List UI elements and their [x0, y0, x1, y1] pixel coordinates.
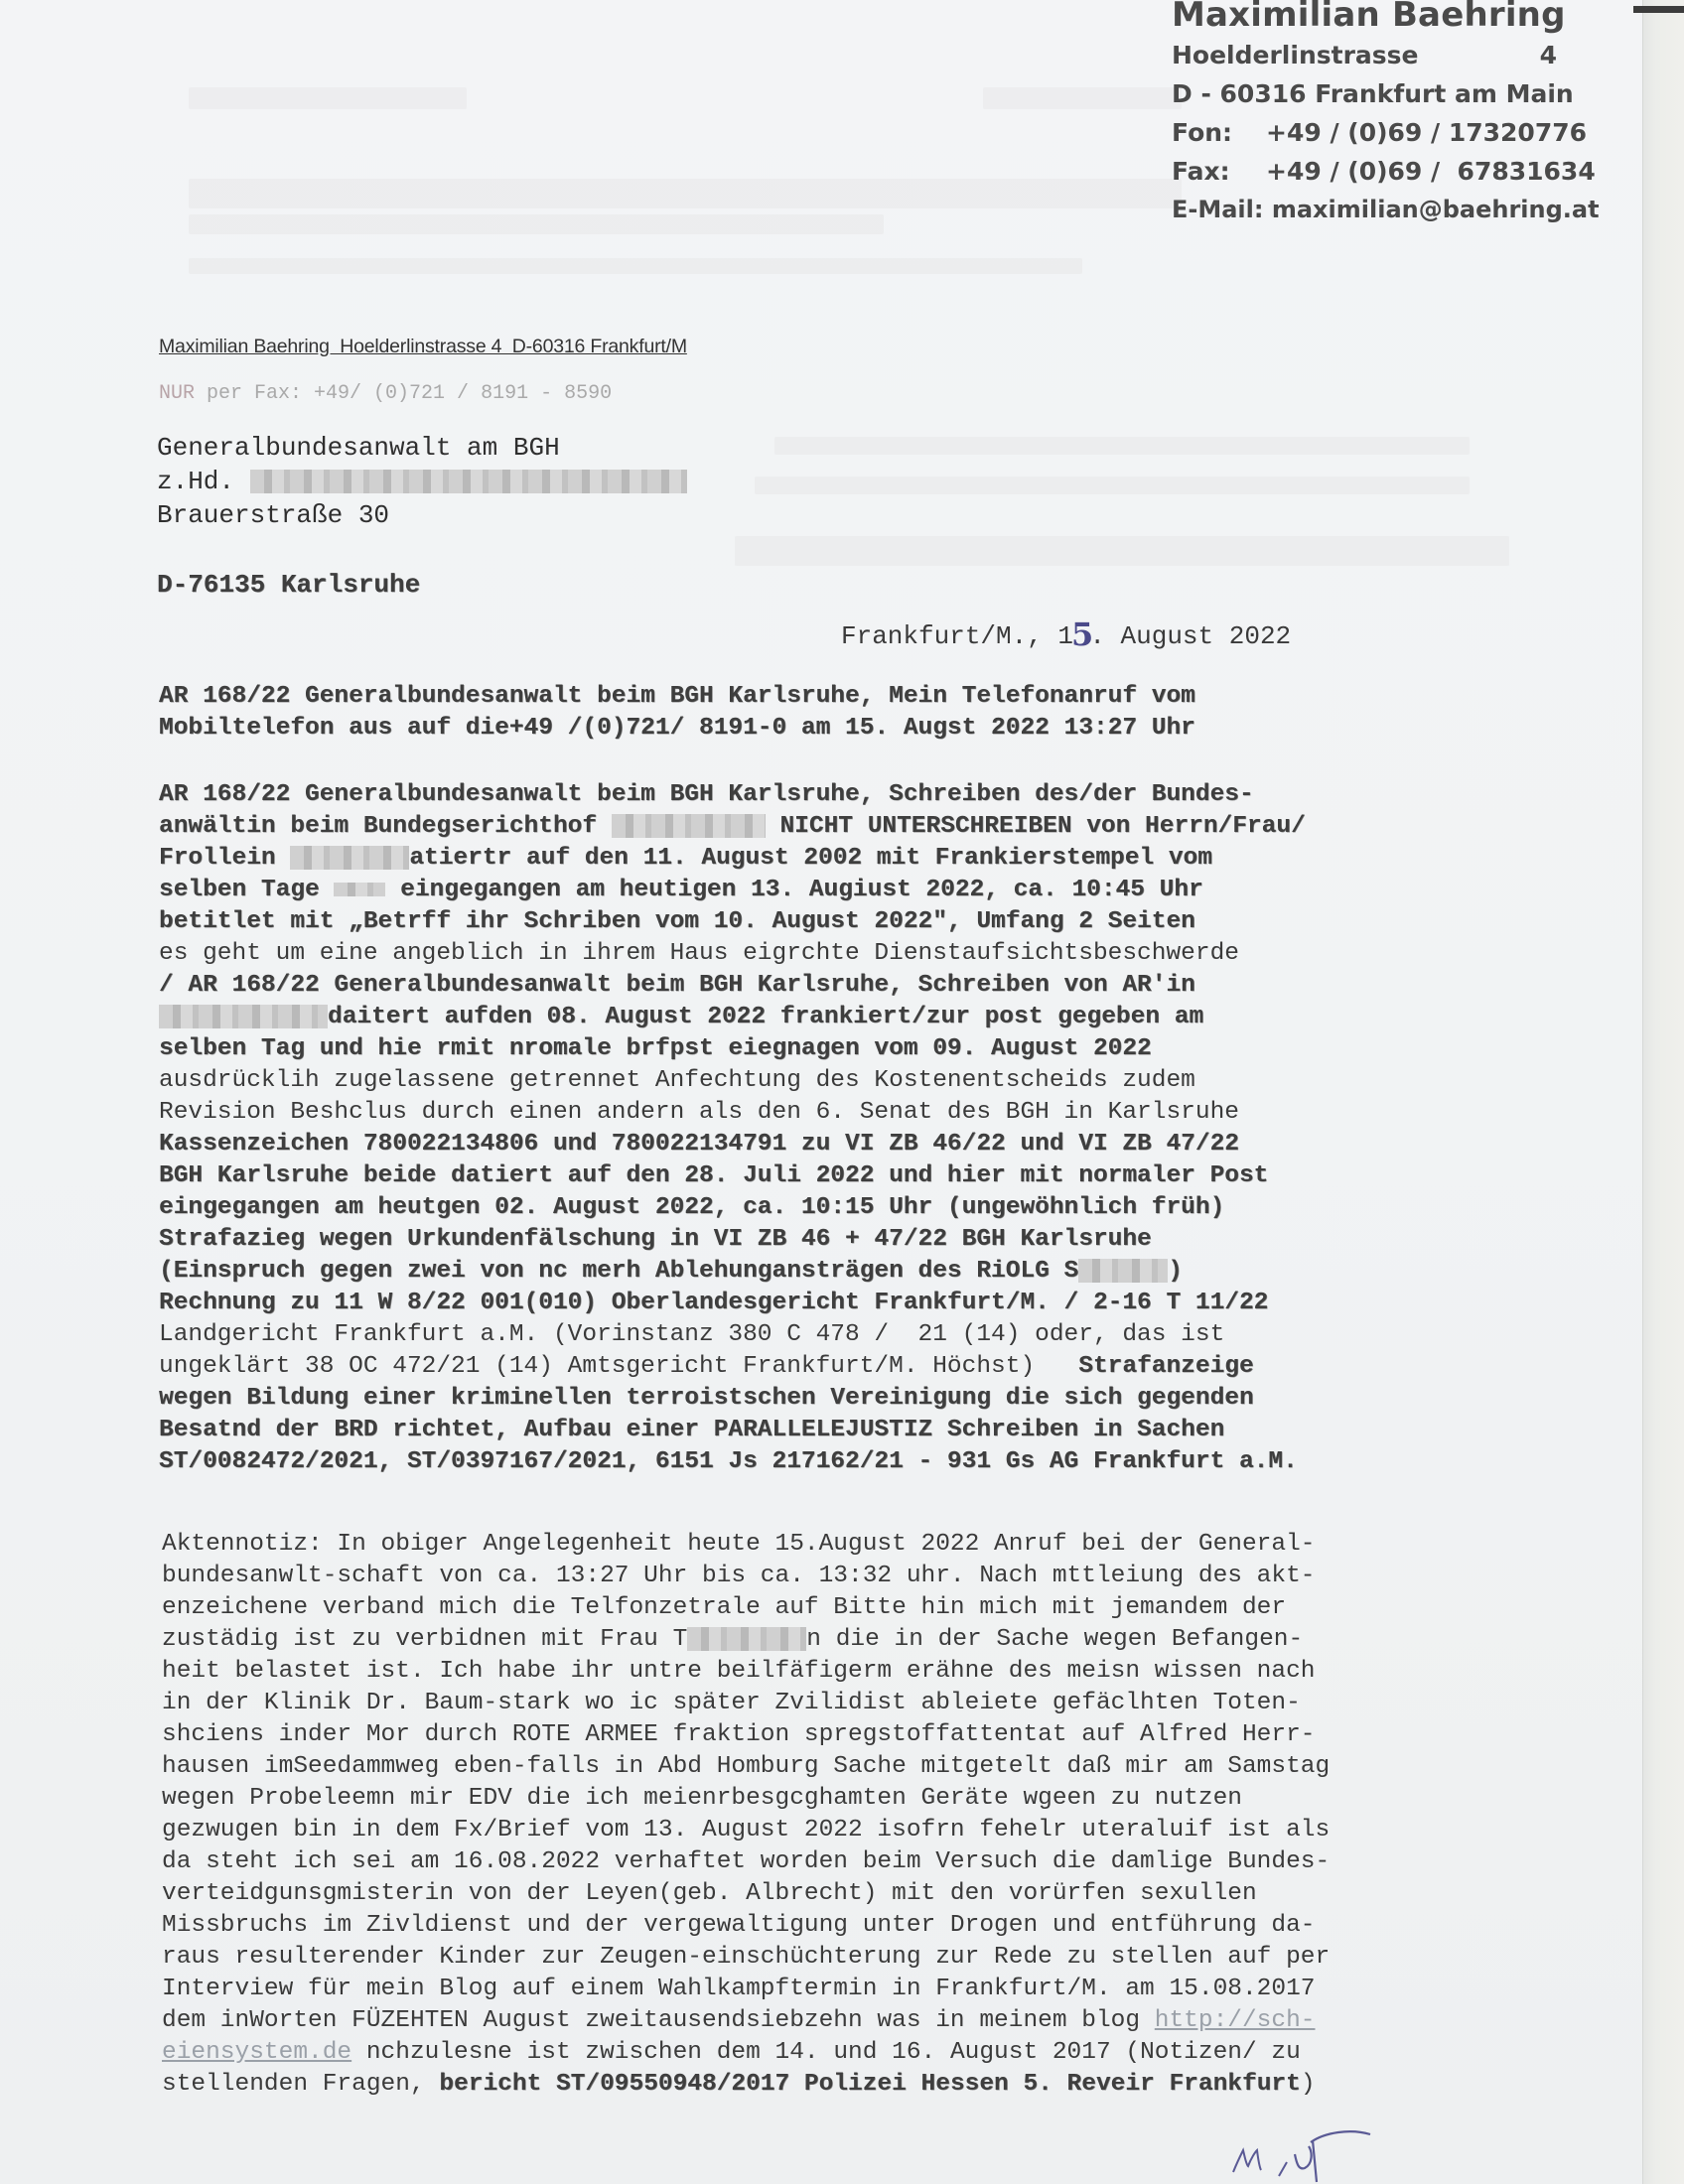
- show-through: [189, 87, 467, 109]
- letterhead-fax: [1172, 152, 1600, 191]
- show-through: [983, 87, 1182, 109]
- text-span: ungeklärt 38 OC 472/21 (14) Amtsgericht Frankfurt/M. Höchst): [159, 1353, 1036, 1380]
- text-span: zustädig ist zu verbidnen mit Frau T: [162, 1626, 688, 1653]
- subject-line: es geht um eine angeblich in ihrem Haus eigrchte Dienstaufsichtsbeschwerde: [159, 940, 1239, 967]
- show-through: [755, 477, 1470, 494]
- fax-notice: [159, 382, 612, 405]
- letterhead-name: Maximilian Baehring: [1172, 0, 1566, 35]
- subject-line: Landgericht Frankfurt a.M. (Vorinstanz 380 C 478 / 21 (14) oder, das ist: [159, 1321, 1225, 1348]
- subject-line: ST/0082472/2021, ST/0397167/2021, 6151 Js 217162/21 - 931 Gs AG Frankfurt a.M.: [159, 1448, 1298, 1475]
- handwritten-digit: 5: [1071, 615, 1094, 653]
- letterhead-city: D - 60316 Frankfurt am Main: [1172, 79, 1574, 108]
- text-span: NICHT UNTERSCHREIBEN von Herrn/Frau/: [765, 813, 1306, 840]
- note-line: gezwugen bin in dem Fx/Brief vom 13. August 2022 isofrn fehelr uteraluif ist als: [162, 1817, 1331, 1843]
- redacted-name: [687, 1627, 806, 1651]
- fax-notice-prefix: NUR: [159, 382, 196, 405]
- page-edge-shadow: [1633, 6, 1684, 13]
- subject-line: Kassenzeichen 780022134806 und 780022134791 zu VI ZB 46/22 und VI ZB 47/22: [159, 1131, 1239, 1158]
- subject-line: [159, 1256, 1489, 1288]
- subject-line: selben Tag und hie rmit nromale brfpst eiegnagen vom 09. August 2022: [159, 1035, 1152, 1062]
- subject-line: BGH Karlsruhe beide datiert auf den 28. Juli 2022 und hier mit normaler Post: [159, 1162, 1269, 1189]
- redacted-name: [250, 470, 687, 493]
- page-edge: [1642, 0, 1684, 2184]
- fax-number: +49 / (0)69 / 67831634: [1266, 157, 1596, 186]
- text-span: nchzulesne ist zwischen dem 14. und 16. August 2017 (Notizen/ zu: [351, 2039, 1301, 2066]
- redacted-name: [290, 846, 409, 870]
- house-number: 4: [1539, 41, 1557, 69]
- note-line: hausen imSeedammweg eben-falls in Abd Homburg Sache mitgetelt daß mir am Samstag: [162, 1753, 1331, 1780]
- subject-block-1: [159, 681, 1489, 745]
- letterhead-street: [1172, 36, 1557, 74]
- subject-line: ausdrücklih zugelassene getrennet Anfechtung des Kostenentscheids zudem: [159, 1067, 1195, 1094]
- text-span: eingegangen am heutigen 13. Augiust 2022, ca. 10:45 Uhr: [385, 877, 1203, 903]
- subject-line: / AR 168/22 Generalbundesanwalt beim BGH Karlsruhe, Schreiben von AR'in: [159, 972, 1195, 999]
- subject-line: [159, 1002, 1489, 1033]
- subject-line: eingegangen am heutgen 02. August 2022, ca. 10:15 Uhr (ungewöhnlich früh): [159, 1194, 1225, 1221]
- note-line: verteidgunsgmisterin von der Leyen(geb. Albrecht) mit den vorürfen sexullen: [162, 1880, 1257, 1907]
- note-line: heit belastet ist. Ich habe ihr untre beilfäfigerm erähne des meisn wissen nach: [162, 1658, 1316, 1685]
- subject-line: Rechnung zu 11 W 8/22 001(010) Oberlandesgericht Frankfurt/M. / 2-16 T 11/22: [159, 1290, 1269, 1316]
- note-line: Interview für mein Blog auf einem Wahlkampftermin in Frankfurt/M. am 15.08.2017: [162, 1976, 1316, 2002]
- note-line: shciens inder Mor durch ROTE ARMEE fraktion spregstoffattentat auf Alfred Herr-: [162, 1721, 1316, 1748]
- recipient-line-3: Brauerstraße 30: [157, 500, 390, 530]
- subject-line: [159, 843, 1489, 875]
- text-span: Frollein: [159, 845, 291, 872]
- subject-line: AR 168/22 Generalbundesanwalt beim BGH Karlsruhe, Mein Telefonanruf vom: [159, 683, 1195, 710]
- text-span: n die in der Sache wegen Befangen-: [806, 1626, 1304, 1653]
- letterhead: [1172, 0, 1600, 229]
- redacted-name: [1078, 1259, 1168, 1283]
- note-line: [162, 1624, 1492, 1656]
- text-span: (Einspruch gegen zwei von nc merh Ablehungansträgen des RiOLG S: [159, 1258, 1079, 1285]
- return-address-line: Maximilian Baehring Hoelderlinstrasse 4 D-60316 Frankfurt/M: [159, 336, 687, 357]
- text-span: dem inWorten FÜZEHTEN August zweitausendsiebzehn was in meinem blog: [162, 2007, 1155, 2034]
- signature-stroke-b: [1295, 2131, 1370, 2182]
- letter-date: [841, 614, 1291, 651]
- letterhead-email: [1172, 191, 1600, 229]
- subject-line: [159, 811, 1489, 843]
- text-span: ): [1300, 2071, 1316, 2098]
- handwritten-signature: [1221, 2115, 1420, 2184]
- text-span: ): [1168, 1258, 1183, 1285]
- text-span: daitert aufden 08. August 2022 frankiert/zur post gegeben am: [328, 1004, 1204, 1030]
- note-line: Aktennotiz: In obiger Angelegenheit heute 15.August 2022 Anruf bei der General-: [162, 1531, 1316, 1558]
- subject-line: AR 168/22 Generalbundesanwalt beim BGH Karlsruhe, Schreiben des/der Bundes-: [159, 781, 1254, 808]
- note-line: [162, 2037, 1492, 2069]
- text-span: atiertr auf den 11. August 2002 mit Frankierstempel vom: [409, 845, 1212, 872]
- signature-stroke-m: [1233, 2150, 1261, 2172]
- note-line: [162, 2005, 1492, 2037]
- note-line: wegen Probeleemn mir EDV die ich meienrbesgcghamten Geräte wgeen zu nutzen: [162, 1785, 1242, 1812]
- email-label: E-Mail:: [1172, 196, 1264, 223]
- redacted-name: [159, 1005, 328, 1028]
- police-report-reference: bericht ST/09550948/2017 Polizei Hessen 5. Reveir Frankfurt: [439, 2071, 1301, 2098]
- text-span: selben Tage: [159, 877, 335, 903]
- recipient-line-2: [157, 467, 687, 496]
- note-line: da steht ich sei am 16.08.2022 verhaftet worden beim Versuch die damlige Bundes-: [162, 1848, 1331, 1875]
- subject-line: [159, 875, 1489, 906]
- redacted-word: [334, 883, 385, 896]
- show-through: [774, 437, 1470, 455]
- recipient-attention: z.Hd.: [157, 467, 250, 496]
- recipient-city: D-76135 Karlsruhe: [157, 570, 421, 600]
- phone-number: +49 / (0)69 / 17320776: [1266, 118, 1588, 147]
- subject-line: Besatnd der BRD richtet, Aufbau einer PARALLELEJUSTIZ Schreiben in Sachen: [159, 1417, 1225, 1443]
- note-line: Missbruchs im Zivldienst und der vergewaltigung unter Drogen und entführung da-: [162, 1912, 1316, 1939]
- letterhead-street-row: [1172, 36, 1600, 74]
- letterhead-phone: [1172, 113, 1600, 152]
- signature-stroke-dash: [1279, 2162, 1287, 2176]
- redacted-name: [612, 814, 766, 838]
- phone-label: Fon:: [1172, 118, 1233, 147]
- show-through: [735, 536, 1509, 566]
- date-prefix: Frankfurt/M., 1: [841, 621, 1074, 651]
- file-note: [162, 1529, 1492, 2101]
- subject-line: Strafazieg wegen Urkundenfälschung in VI ZB 46 + 47/22 BGH Karlsruhe: [159, 1226, 1152, 1253]
- show-through: [189, 179, 1182, 208]
- show-through: [189, 258, 1082, 274]
- recipient-line-1: Generalbundesanwalt am BGH: [157, 433, 560, 463]
- fax-label: Fax:: [1172, 157, 1230, 186]
- text-span: Strafanzeige: [1035, 1353, 1254, 1380]
- note-line: enzeichene verband mich die Telfonzetrale auf Bitte hin mich mit jemandem der: [162, 1594, 1287, 1621]
- subject-line: [159, 1351, 1489, 1383]
- subject-block-2: [159, 779, 1489, 1478]
- subject-line: Mobiltelefon aus auf die+49 /(0)721/ 8191-0 am 15. Augst 2022 13:27 Uhr: [159, 715, 1195, 742]
- fax-notice-text: per Fax: +49/ (0)721 / 8191 - 8590: [195, 382, 613, 405]
- email-address: maximilian@baehring.at: [1271, 196, 1600, 223]
- show-through: [189, 214, 884, 234]
- subject-line: wegen Bildung einer kriminellen terroistschen Vereinigung die sich gegenden: [159, 1385, 1254, 1412]
- street-name: Hoelderlinstrasse: [1172, 41, 1419, 69]
- subject-line: Revision Beshclus durch einen andern als den 6. Senat des BGH in Karlsruhe: [159, 1099, 1239, 1126]
- date-suffix: . August 2022: [1089, 621, 1292, 651]
- note-line: [162, 2069, 1492, 2101]
- text-span: stellenden Fragen,: [162, 2071, 440, 2098]
- note-line: bundesanwlt-schaft von ca. 13:27 Uhr bis ca. 13:32 uhr. Nach mttleiung des akt-: [162, 1563, 1316, 1589]
- blog-link[interactable]: http://sch-: [1154, 2007, 1316, 2034]
- blog-link-continued[interactable]: eiensystem.de: [162, 2039, 352, 2066]
- text-span: anwältin beim Bundegserichthof: [159, 813, 612, 840]
- note-line: in der Klinik Dr. Baum-stark wo ic später Zvilidist ableiete gefäclhten Toten-: [162, 1690, 1301, 1716]
- subject-line: betitlet mit „Betrff ihr Schriben vom 10. August 2022", Umfang 2 Seiten: [159, 908, 1195, 935]
- note-line: raus resulterender Kinder zur Zeugen-einschüchterung zur Rede zu stellen auf per: [162, 1944, 1331, 1971]
